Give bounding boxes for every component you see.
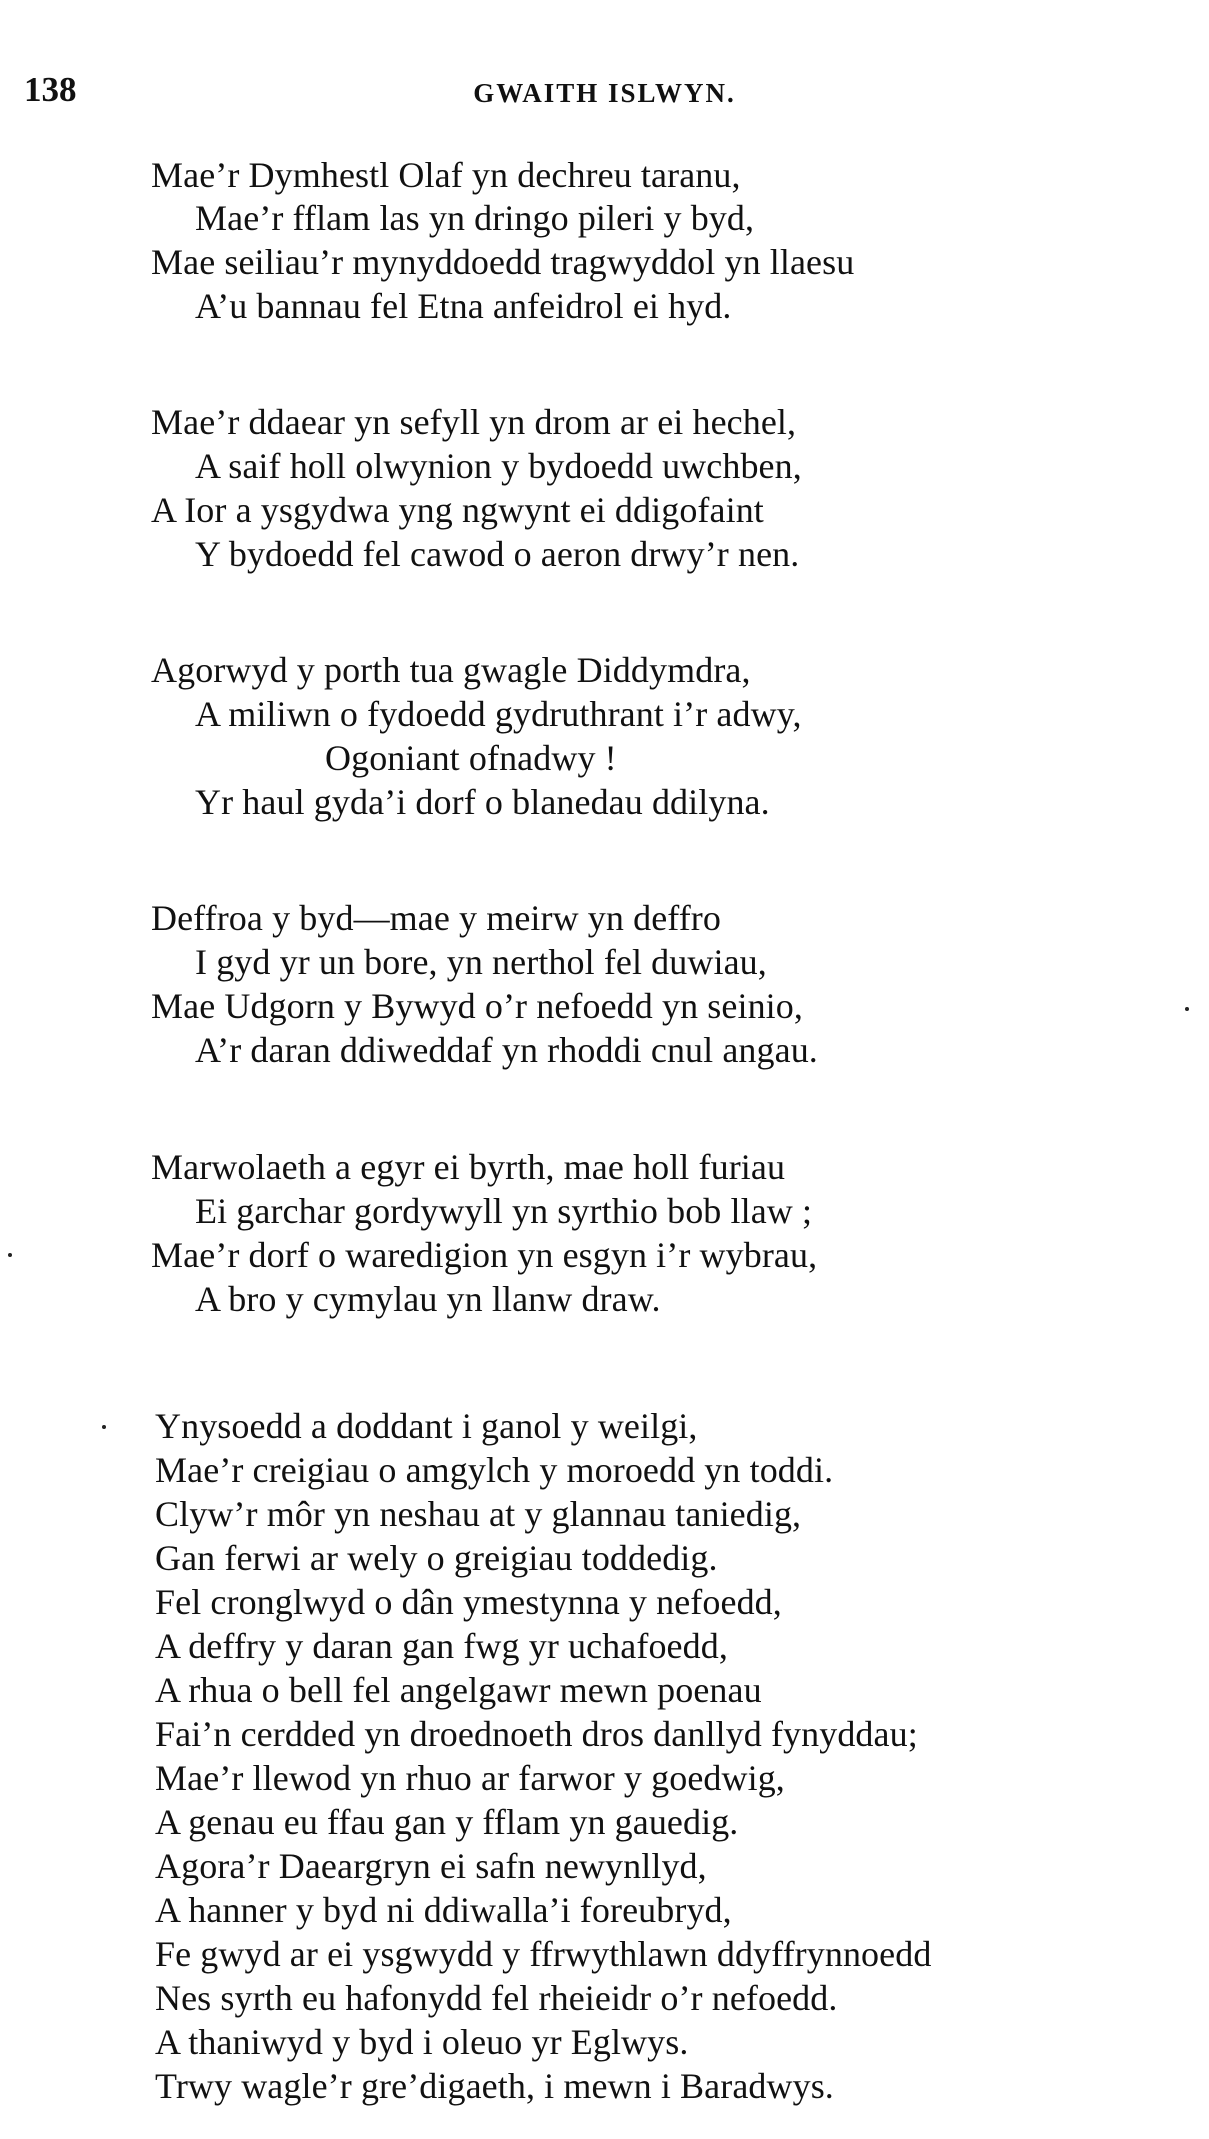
running-title: GWAITH ISLWYN. (473, 78, 736, 108)
poem-line: Ei garchar gordywyll yn syrthio bob llaw ; (195, 1191, 813, 1231)
poem-line: Ogoniant ofnadwy ! (325, 738, 617, 778)
poem-line: Deffroa y byd—mae y meirw yn deffro (151, 898, 721, 938)
poem-line: A rhua o bell fel angelgawr mewn poenau (155, 1670, 762, 1710)
poem-line: A genau eu ffau gan y fflam yn gauedig. (155, 1802, 739, 1842)
page-number: 138 (24, 70, 77, 109)
poem-line: A saif holl olwynion y bydoedd uwchben, (195, 446, 802, 486)
poem-line: Mae’r ddaear yn sefyll yn drom ar ei hechel, (151, 402, 797, 442)
poem-line: Mae’r dorf o waredigion yn esgyn i’r wybrau, (151, 1235, 818, 1275)
poem-line: Mae’r llewod yn rhuo ar farwor y goedwig, (155, 1758, 785, 1798)
poem-line: Gan ferwi ar wely o greigiau toddedig. (155, 1538, 718, 1578)
poem-line: Marwolaeth a egyr ei byrth, mae holl furiau (151, 1147, 786, 1187)
poem-line: Yr haul gyda’i dorf o blanedau ddilyna. (195, 782, 770, 822)
poem-line: A Ior a ysgydwa yng ngwynt ei ddigofaint (151, 490, 764, 530)
poem-line: Agorwyd y porth tua gwagle Diddymdra, (151, 650, 751, 690)
poem-line: Mae’r fflam las yn dringo pileri y byd, (195, 198, 755, 238)
poem-line: Fai’n cerdded yn droednoeth dros danllyd fynyddau; (155, 1714, 918, 1754)
poem-line: A’u bannau fel Etna anfeidrol ei hyd. (195, 286, 732, 326)
poem-line: A’r daran ddiweddaf yn rhoddi cnul angau. (195, 1030, 818, 1070)
ink-speck (8, 1253, 12, 1257)
poem-line: A deffry y daran gan fwg yr uchafoedd, (155, 1626, 728, 1666)
poem-line: Clyw’r môr yn neshau at y glannau taniedig, (155, 1494, 802, 1534)
poem-line: Agora’r Daeargryn ei safn newynllyd, (155, 1846, 707, 1886)
poem-line: A thaniwyd y byd i oleuo yr Eglwys. (155, 2022, 689, 2062)
poem-line: Fe gwyd ar ei ysgwydd y ffrwythlawn ddyffrynnoedd (155, 1934, 932, 1974)
poem-line: A bro y cymylau yn llanw draw. (195, 1279, 661, 1319)
poem-line: A hanner y byd ni ddiwalla’i foreubryd, (155, 1890, 732, 1930)
ink-speck (102, 1425, 106, 1429)
poem-line: I gyd yr un bore, yn nerthol fel duwiau, (195, 942, 767, 982)
poem-line: Nes syrth eu hafonydd fel rheieidr o’r nefoedd. (155, 1978, 838, 2018)
poem-line: Fel cronglwyd o dân ymestynna y nefoedd, (155, 1582, 782, 1622)
poem-line: Trwy wagle’r gre’digaeth, i mewn i Baradwys. (155, 2066, 834, 2106)
poem-line: Y bydoedd fel cawod o aeron drwy’r nen. (195, 534, 800, 574)
poem-line: Mae’r Dymhestl Olaf yn dechreu taranu, (151, 155, 741, 195)
poem-line: Ynysoedd a doddant i ganol y weilgi, (155, 1406, 698, 1446)
ink-speck (1185, 1007, 1189, 1011)
poem-line: Mae’r creigiau o amgylch y moroedd yn toddi. (155, 1450, 834, 1490)
poem-line: Mae seiliau’r mynyddoedd tragwyddol yn llaesu (151, 242, 855, 282)
poem-line: A miliwn o fydoedd gydruthrant i’r adwy, (195, 694, 802, 734)
poem-line: Mae Udgorn y Bywyd o’r nefoedd yn seinio, (151, 986, 803, 1026)
